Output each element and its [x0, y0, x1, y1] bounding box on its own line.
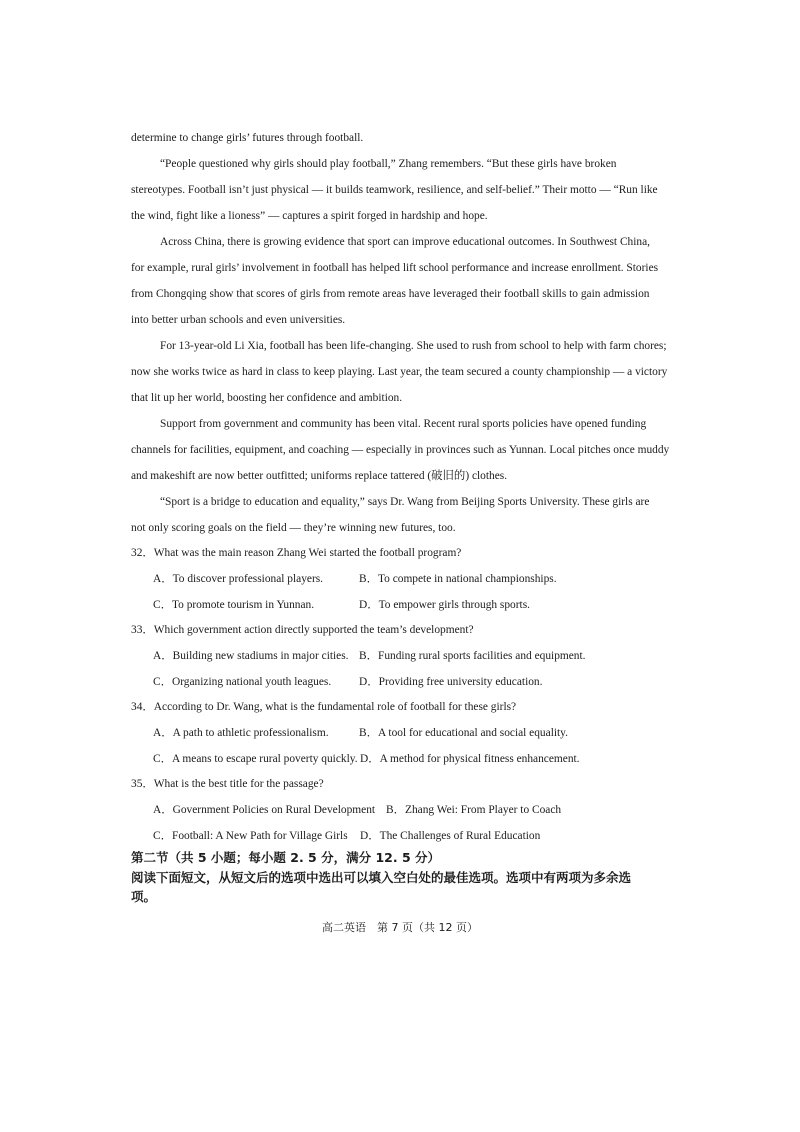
option-b[interactable]: B．Funding rural sports facilities and equipment.	[359, 650, 586, 662]
passage-line: from Chongqing show that scores of girls from remote areas have leveraged their football skills to gain admission	[131, 288, 650, 300]
passage-line: Support from government and community has been vital. Recent rural sports policies have opened funding	[160, 418, 647, 430]
question-stem: 34．According to Dr. Wang, what is the fundamental role of football for these girls?	[131, 701, 517, 713]
option-a[interactable]: A．Government Policies on Rural Development	[153, 804, 376, 816]
question-stem: 32．What was the main reason Zhang Wei started the football program?	[131, 547, 462, 559]
option-b[interactable]: B．To compete in national championships.	[359, 573, 557, 585]
passage-line: for example, rural girls’ involvement in football has helped lift school performance and increase enrollment. Stories	[131, 262, 659, 274]
option-c[interactable]: C．To promote tourism in Yunnan.	[153, 599, 315, 611]
option-d[interactable]: D．A method for physical fitness enhancement.	[360, 753, 580, 765]
passage-line: channels for facilities, equipment, and coaching — especially in provinces such as Yunnan. Local pitches once muddy	[131, 444, 670, 456]
passage-line: not only scoring goals on the field — they’re winning new futures, too.	[131, 522, 456, 534]
question-stem: 33．Which government action directly supported the team’s development?	[131, 624, 474, 636]
passage-line: and makeshift are now better outfitted; uniforms replace tattered (破旧的) clothes.	[131, 470, 508, 482]
passage-line: now she works twice as hard in class to keep playing. Last year, the team secured a county championship — a victory	[131, 366, 668, 378]
passage-line: determine to change girls’ futures through football.	[131, 132, 364, 144]
passage-line: “People questioned why girls should play football,” Zhang remembers. “But these girls have broken	[160, 158, 617, 170]
option-b[interactable]: B．Zhang Wei: From Player to Coach	[386, 804, 562, 816]
passage-line: into better urban schools and even universities.	[131, 314, 346, 326]
option-b[interactable]: B．A tool for educational and social equality.	[359, 727, 568, 739]
passage-line: For 13-year-old Li Xia, football has been life-changing. She used to rush from school to help with farm chores;	[160, 340, 667, 352]
option-a[interactable]: A．A path to athletic professionalism.	[153, 727, 329, 739]
section-instruction: 阅读下面短文，从短文后的选项中选出可以填入空白处的最佳选项。选项中有两项为多余选	[131, 870, 632, 885]
passage-line: “Sport is a bridge to education and equality,” says Dr. Wang from Beijing Sports University. These girls are	[160, 496, 650, 508]
option-c[interactable]: C．Organizing national youth leagues.	[153, 676, 332, 688]
passage-line: the wind, fight like a lioness” — captures a spirit forged in hardship and hope.	[131, 210, 488, 222]
option-d[interactable]: D．To empower girls through sports.	[359, 599, 530, 611]
question-stem: 35．What is the best title for the passage?	[131, 778, 324, 790]
page-footer: 高二英语 第 7 页（共 12 页）	[322, 921, 478, 934]
passage-line: that lit up her world, boosting her confidence and ambition.	[131, 392, 403, 404]
option-a[interactable]: A．To discover professional players.	[153, 573, 324, 585]
passage-line: Across China, there is growing evidence that sport can improve educational outcomes. In Southwest China,	[160, 236, 650, 248]
option-c[interactable]: C．Football: A New Path for Village Girls	[153, 830, 348, 842]
section-instruction: 项。	[131, 889, 157, 904]
option-c[interactable]: C．A means to escape rural poverty quickly.	[153, 753, 358, 765]
option-d[interactable]: D．Providing free university education.	[359, 676, 543, 688]
section-header: 第二节（共 5 小题；每小题 2. 5 分，满分 12. 5 分）	[131, 850, 440, 865]
passage-line: stereotypes. Football isn’t just physical — it builds teamwork, resilience, and self-belief.” Their motto — “Run like	[131, 184, 658, 196]
option-d[interactable]: D．The Challenges of Rural Education	[360, 830, 541, 842]
option-a[interactable]: A．Building new stadiums in major cities.	[153, 650, 349, 662]
